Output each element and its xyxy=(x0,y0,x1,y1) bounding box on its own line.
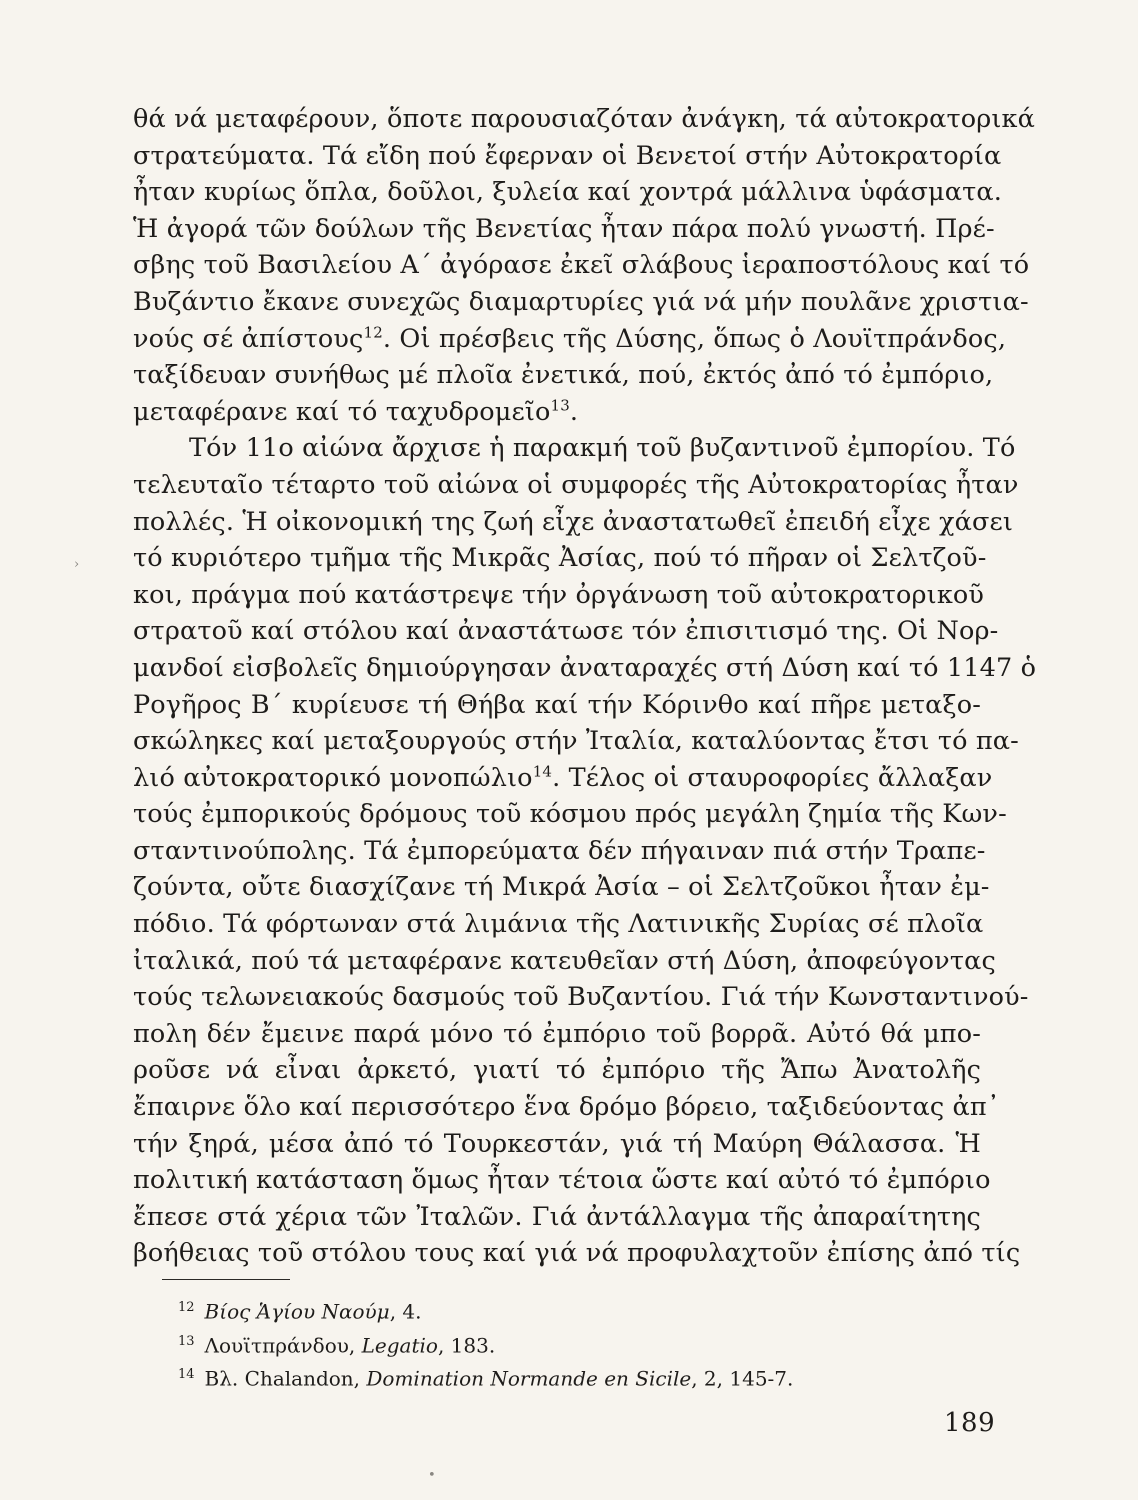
text-line: τούς τελωνειακούς δασμούς τοῦ Βυζαντίου. Γιά τήν Κωνσταντινού- xyxy=(133,982,1029,1013)
text-fragment: μεταφέρανε καί τό ταχυδρομεῖο xyxy=(133,396,551,427)
text-line: ἦταν κυρίως ὅπλα, δοῦλοι, ξυλεία καί χοντρά μάλλινα ὑφάσματα. xyxy=(133,177,1002,208)
footnote-ref-12: 12 xyxy=(363,323,383,342)
text-line: σταντινούπολης. Τά ἐμπορεύματα δέν πήγαιναν πιά στήν Τραπε- xyxy=(133,835,986,866)
text-line: ταξίδευαν συνήθως μέ πλοῖα ἐνετικά, πού, ἐκτός ἀπό τό ἐμπόριο, xyxy=(133,360,994,391)
footnote-number: 13 xyxy=(178,1333,195,1349)
text-line: Τόν 11ο αἰώνα ἄρχισε ἡ παρακμή τοῦ βυζαντινοῦ ἐμπορίου. Τό xyxy=(189,433,1016,464)
text-fragment: . Τέλος οἱ σταυροφορίες ἄλλαξαν xyxy=(552,762,993,793)
text-line: σβης τοῦ Βασιλείου Α΄ ἀγόρασε ἐκεῖ σλάβους ἱεραποστόλους καί τό xyxy=(133,250,1030,281)
text-line xyxy=(133,760,993,797)
text-line: μανδοί εἰσβολεῖς δημιούργησαν ἀναταραχές στή Δύση καί τό 1147 ὁ xyxy=(133,652,1037,683)
text-line: Ρογῆρος Β΄ κυρίευσε τή Θήβα καί τήν Κόρινθο καί πῆρε μεταξο- xyxy=(133,689,981,720)
main-text xyxy=(133,101,1037,1272)
footnote-13 xyxy=(178,1327,938,1361)
footnote-text: Λουϊτπράνδου, xyxy=(204,1333,362,1358)
text-line: σκώληκες καί μεταξουργούς στήν Ἰταλία, καταλύοντας ἔτσι τό πα- xyxy=(133,726,1019,757)
text-fragment: . xyxy=(569,396,579,427)
footnote-12 xyxy=(178,1293,938,1327)
text-line: βοήθειας τοῦ στόλου τους καί γιά νά προφυλαχτοῦν ἐπίσης ἀπό τίς xyxy=(133,1238,1021,1269)
page-number: 189 xyxy=(944,1408,996,1438)
paragraph-1 xyxy=(133,101,1035,430)
text-line: ἔπαιρνε ὅλο καί περισσότερο ἕνα δρόμο βόρειο, ταξιδεύοντας ἀπ᾽ xyxy=(133,1092,1000,1123)
text-line: πολλές. Ἡ οἰκονομική της ζωή εἶχε ἀναστατωθεῖ ἐπειδή εἶχε χάσει xyxy=(133,506,1014,537)
text-line: πολη δέν ἔμεινε παρά μόνο τό ἐμπόριο τοῦ βορρᾶ. Αὐτό θά μπο- xyxy=(133,1018,981,1049)
text-line: πόδιο. Τά φόρτωναν στά λιμάνια τῆς Λατινικῆς Συρίας σέ πλοῖα xyxy=(133,909,984,940)
scan-speck: › xyxy=(74,557,80,572)
footnote-text: , 4. xyxy=(389,1299,422,1324)
text-line: στρατοῦ καί στόλου καί ἀναστάτωσε τόν ἐπισιτισμό της. Οἱ Νορ- xyxy=(133,616,999,647)
text-line: Ἡ ἀγορά τῶν δούλων τῆς Βενετίας ἦταν πάρα πολύ γνωστή. Πρέ- xyxy=(133,213,995,244)
footnote-text: , 183. xyxy=(437,1333,496,1358)
text-line: ζούντα, οὔτε διασχίζανε τή Μικρά Ἀσία – οἱ Σελτζοῦκοι ἦταν ἐμ- xyxy=(133,872,990,903)
text-line xyxy=(133,321,1007,358)
text-line: τελευταῖο τέταρτο τοῦ αἰώνα οἱ συμφορές τῆς Αὐτοκρατορίας ἦταν xyxy=(133,469,1019,500)
text-line: πολιτική κατάσταση ὅμως ἦταν τέτοια ὥστε καί αὐτό τό ἐμπόριο xyxy=(133,1165,991,1196)
footnote-title: Domination Normande en Sicile xyxy=(366,1366,692,1391)
text-line: ἰταλικά, πού τά μεταφέρανε κατευθεῖαν στή Δύση, ἀποφεύγοντας xyxy=(133,945,996,976)
footnote-ref-13: 13 xyxy=(550,396,570,415)
text-fragment: λιό αὐτοκρατορικό μονοπώλιο xyxy=(133,762,533,793)
text-line: τήν ξηρά, μέσα ἀπό τό Τουρκεστάν, γιά τή Μαύρη Θάλασσα. Ἡ xyxy=(133,1128,981,1159)
footnote-text: Βλ. Chalandon, xyxy=(204,1366,367,1391)
footnote-number: 14 xyxy=(178,1367,195,1383)
paragraph-2 xyxy=(133,430,1037,1272)
scan-speck: • xyxy=(428,1468,436,1483)
footnote-ref-14: 14 xyxy=(532,762,553,781)
footnote-divider xyxy=(162,1279,290,1280)
footnote-text: , 2, 145-7. xyxy=(691,1366,794,1391)
text-line: Βυζάντιο ἔκανε συνεχῶς διαμαρτυρίες γιά νά μήν πουλᾶνε χριστια- xyxy=(133,286,1029,317)
text-line: στρατεύματα. Τά εἴδη πού ἔφερναν οἱ Βενετοί στήν Αὐτοκρατορία xyxy=(133,140,1002,171)
footnotes xyxy=(178,1293,938,1394)
text-line: ἔπεσε στά χέρια τῶν Ἰταλῶν. Γιά ἀντάλλαγμα τῆς ἀπαραίτητης xyxy=(133,1201,981,1232)
footnote-14 xyxy=(178,1360,938,1394)
text-line: τό κυριότερο τμῆμα τῆς Μικρᾶς Ἀσίας, πού τό πῆραν οἱ Σελτζοῦ- xyxy=(133,543,987,574)
footnote-number: 12 xyxy=(178,1300,195,1315)
text-line xyxy=(133,394,981,431)
text-line: τούς ἐμπορικούς δρόμους τοῦ κόσμου πρός μεγάλη ζημία τῆς Κων- xyxy=(133,799,1007,830)
text-fragment: . Οἱ πρέσβεις τῆς Δύσης, ὅπως ὁ Λουϊτπράνδος, xyxy=(382,323,1007,354)
text-line: θά νά μεταφέρουν, ὅποτε παρουσιαζόταν ἀνάγκη, τά αὐτοκρατορικά xyxy=(133,104,1035,134)
text-line: κοι, πράγμα πού κατάστρεψε τήν ὀργάνωση τοῦ αὐτοκρατορικοῦ xyxy=(133,579,985,610)
text-line: ροῦσε νά εἶναι ἀρκετό, γιατί τό ἐμπόριο τῆς Ἄπω Ἀνατολῆς xyxy=(133,1055,981,1086)
text-fragment: νούς σέ ἀπίστους xyxy=(133,323,364,354)
footnote-title: Βίος Ἁγίου Ναούμ xyxy=(204,1299,390,1324)
footnote-title: Legatio xyxy=(361,1333,438,1358)
